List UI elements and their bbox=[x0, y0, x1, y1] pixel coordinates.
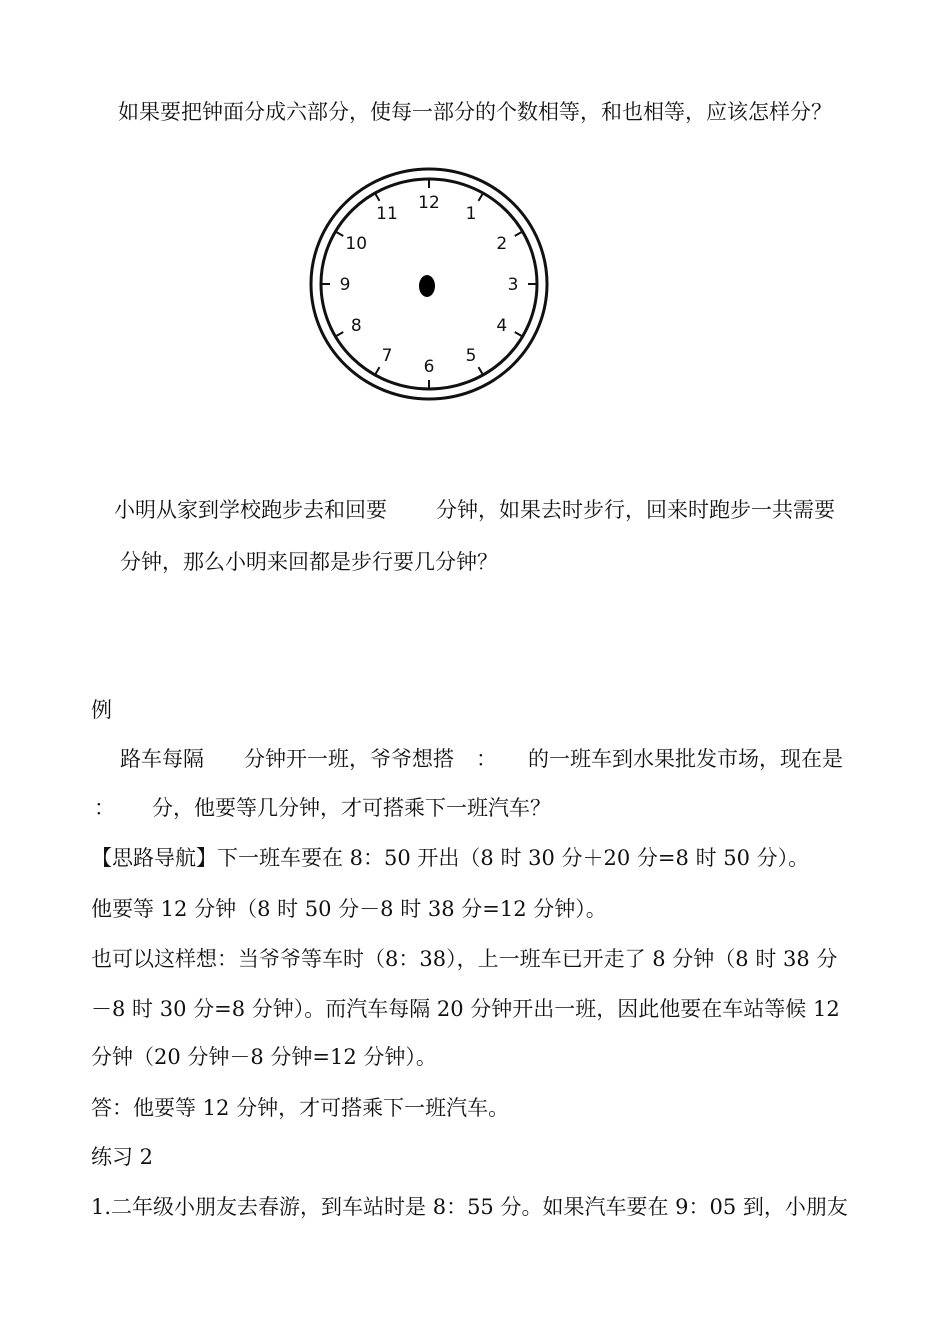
example-wait: 他要等 12 分钟（8 时 50 分－8 时 38 分=12 分钟）。 bbox=[91, 897, 607, 921]
example-line1-part3: ： bbox=[476, 747, 497, 771]
example-hint: 【思路导航】下一班车要在 8：50 开出（8 时 30 分＋20 分=8 时 50 分）。 bbox=[91, 846, 810, 870]
example-line1-part4: 的一班车到水果批发市场，现在是 bbox=[528, 747, 843, 771]
clock-number: 11 bbox=[376, 203, 398, 224]
clock-number: 3 bbox=[507, 275, 519, 295]
clock-number: 1 bbox=[465, 203, 477, 224]
clock-number: 10 bbox=[345, 234, 368, 254]
question-ming-line1-part1: 小明从家到学校跑步去和回要 bbox=[114, 498, 387, 522]
example-line2-part1: ： bbox=[94, 796, 115, 820]
clock-center-dot bbox=[419, 275, 435, 297]
clock-number: 12 bbox=[418, 193, 440, 213]
example-alt-line3: 分钟（20 分钟－8 分钟=12 分钟）。 bbox=[91, 1045, 437, 1069]
clock-number: 4 bbox=[496, 316, 508, 336]
practice-title: 练习 2 bbox=[91, 1145, 154, 1169]
example-line1-part1: 路车每隔 bbox=[120, 747, 204, 771]
question-ming-line2: 分钟，那么小明来回都是步行要几分钟？ bbox=[120, 550, 498, 574]
question-clock-division: 如果要把钟面分成六部分，使每一部分的个数相等，和也相等，应该怎样分？ bbox=[118, 100, 832, 124]
clock-number: 8 bbox=[350, 316, 362, 336]
example-alt-line2: －8 时 30 分=8 分钟）。而汽车每隔 20 分钟开出一班，因此他要在车站等候 12 bbox=[91, 997, 840, 1021]
practice-question-1: 1.二年级小朋友去春游，到车站时是 8：55 分。如果汽车要在 9：05 到，小朋友 bbox=[91, 1195, 848, 1219]
example-label: 例 bbox=[91, 698, 112, 722]
clock-face-figure bbox=[306, 163, 552, 403]
clock-number: 9 bbox=[339, 275, 351, 295]
example-alt-line1: 也可以这样想：当爷爷等车时（8：38），上一班车已开走了 8 分钟（8 时 38 分 bbox=[91, 947, 838, 971]
clock-face-svg bbox=[306, 163, 552, 403]
clock-number: 6 bbox=[423, 357, 435, 377]
example-line2-part2: 分，他要等几分钟，才可搭乘下一班汽车？ bbox=[152, 796, 551, 820]
question-ming-line1-part2: 分钟，如果去时步行，回来时跑步一共需要 bbox=[436, 498, 835, 522]
example-line1-part2: 分钟开一班，爷爷想搭 bbox=[244, 747, 454, 771]
clock-number: 2 bbox=[496, 234, 508, 254]
example-answer: 答：他要等 12 分钟，才可搭乘下一班汽车。 bbox=[91, 1096, 510, 1120]
clock-number: 5 bbox=[465, 346, 477, 367]
clock-number: 7 bbox=[381, 346, 393, 367]
